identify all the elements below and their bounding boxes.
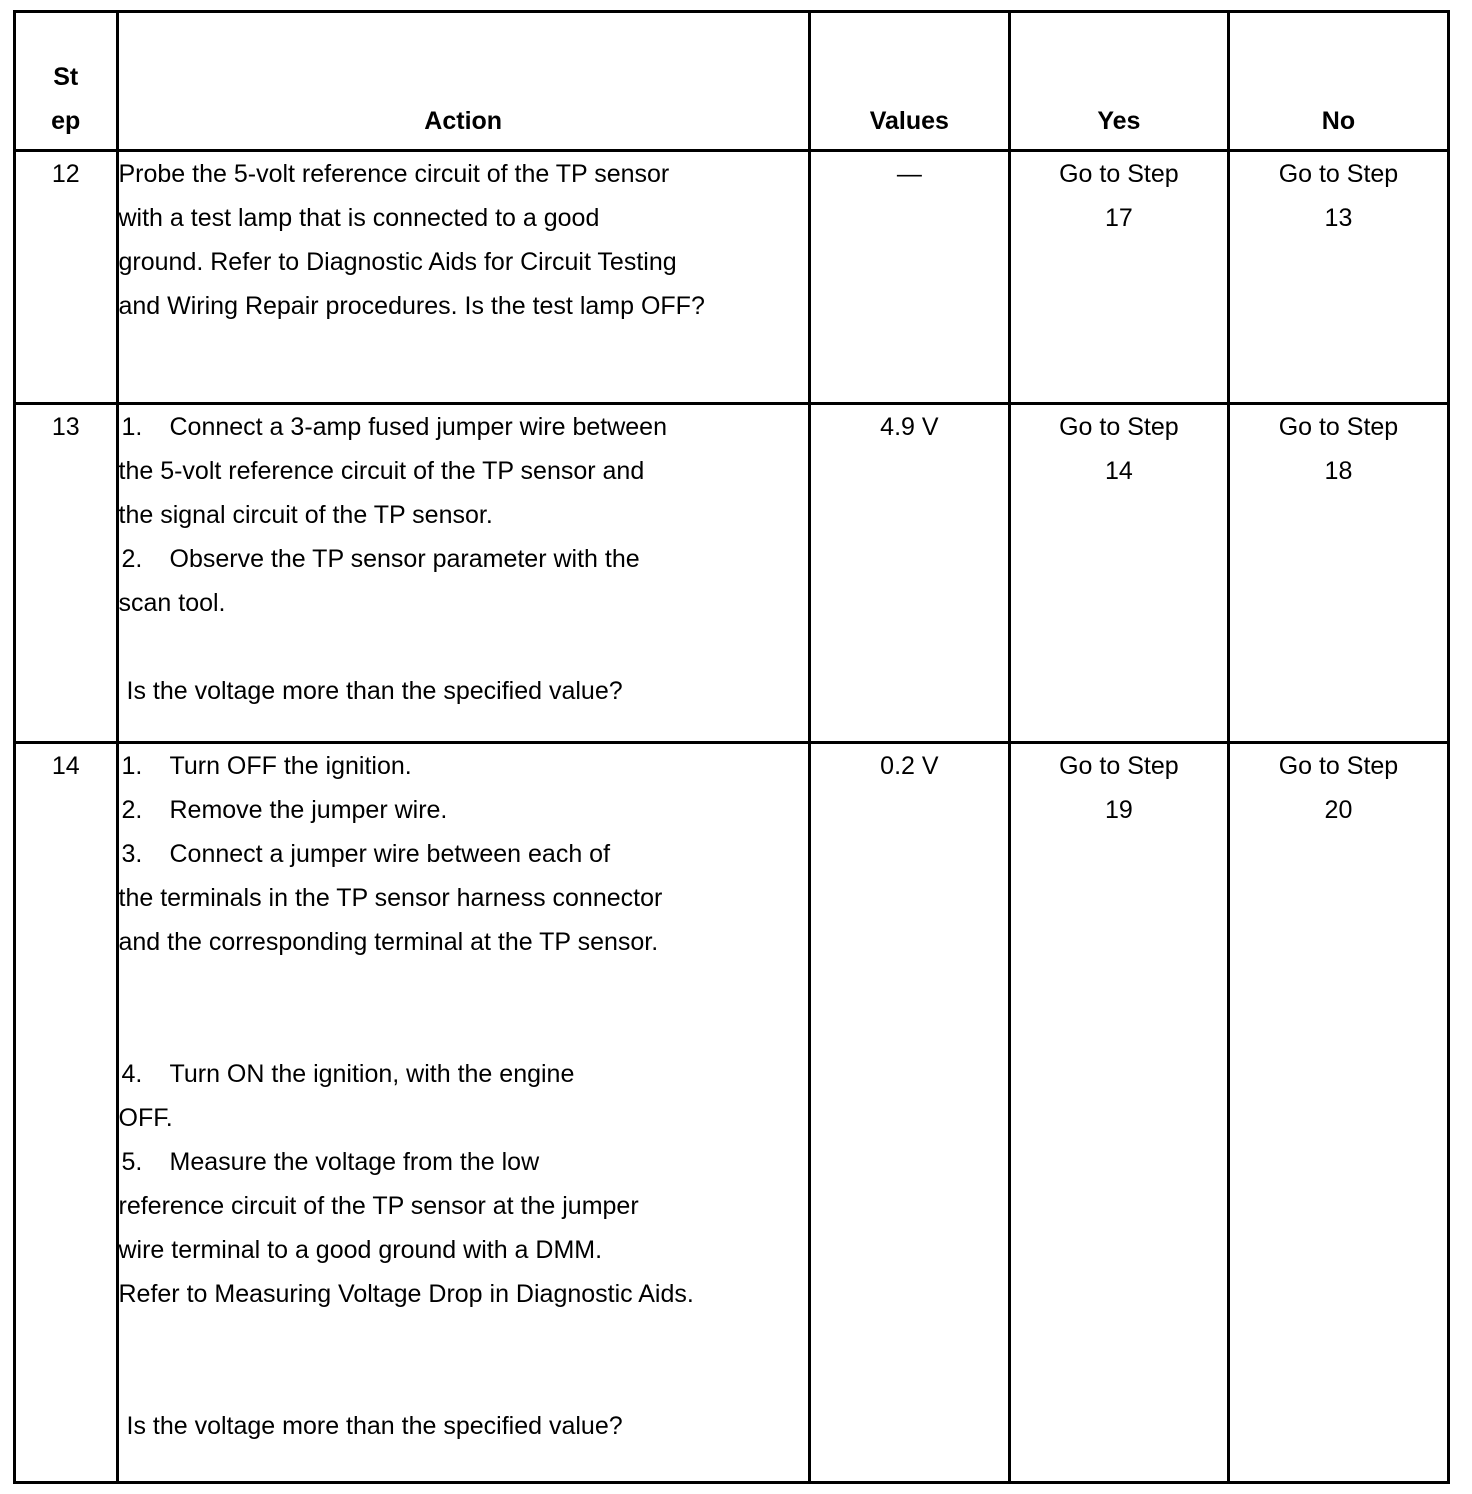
action-question: Is the voltage more than the specified value?: [126, 677, 623, 705]
yes-step: 14: [1104, 457, 1133, 485]
item-text: Turn OFF the ignition.: [169, 752, 412, 780]
item-text: Turn ON the ignition, with the engine: [169, 1060, 575, 1088]
item-number: 3.: [121, 840, 143, 868]
item-text: Remove the jumper wire.: [169, 796, 448, 824]
action-item: [119, 405, 808, 449]
action-item: [119, 832, 808, 876]
action-line: ground. Refer to Diagnostic Aids for Circuit Testing: [118, 248, 677, 276]
no-cell: [1228, 743, 1448, 1483]
no-label: Go to Step: [1278, 160, 1399, 188]
action-line: Refer to Measuring Voltage Drop in Diagnostic Aids.: [118, 1280, 694, 1308]
diagnostic-table: [13, 10, 1450, 1484]
action-text: [117, 743, 809, 1483]
action-line: wire terminal to a good ground with a DMM.: [118, 1236, 603, 1264]
action-line: the signal circuit of the TP sensor.: [118, 501, 493, 529]
no-step: 20: [1324, 796, 1353, 824]
item-text: Connect a jumper wire between each of: [169, 840, 611, 868]
header-step: [15, 12, 118, 151]
item-number: 2.: [121, 796, 143, 824]
action-line: the 5-volt reference circuit of the TP sensor and: [118, 457, 645, 485]
yes-label: Go to Step: [1059, 752, 1179, 780]
action-line: scan tool.: [118, 589, 226, 617]
action-item: [119, 744, 808, 788]
item-number: 1.: [121, 413, 143, 441]
yes-label: Go to Step: [1059, 413, 1179, 441]
step-number: 14: [15, 743, 118, 1483]
no-cell: [1228, 151, 1448, 404]
action-line: with a test lamp that is connected to a good: [118, 204, 600, 232]
item-number: 2.: [121, 545, 143, 573]
item-text: Observe the TP sensor parameter with the: [169, 545, 640, 573]
yes-label: Go to Step: [1059, 160, 1179, 188]
action-line: OFF.: [118, 1104, 173, 1132]
item-number: 1.: [121, 752, 143, 780]
table-row: [15, 743, 1449, 1483]
header-step-line1: St: [53, 63, 79, 91]
table-row: [15, 151, 1449, 404]
header-yes: Yes: [1009, 12, 1228, 151]
action-line: and Wiring Repair procedures. Is the test lamp OFF?: [118, 292, 705, 320]
spacer: [119, 625, 808, 669]
yes-cell: [1009, 743, 1228, 1483]
item-text: Connect a 3-amp fused jumper wire between: [169, 413, 667, 441]
action-line: Probe the 5-volt reference circuit of the TP sensor: [118, 160, 670, 188]
item-number: 5.: [121, 1148, 143, 1176]
header-no: No: [1228, 12, 1448, 151]
action-text: [117, 151, 809, 404]
no-cell: [1228, 404, 1448, 743]
no-label: Go to Step: [1278, 413, 1399, 441]
action-text: [117, 404, 809, 743]
yes-step: 17: [1104, 204, 1133, 232]
yes-step: 19: [1104, 796, 1133, 824]
action-question: Is the voltage more than the specified value?: [126, 1412, 623, 1440]
step-number: 13: [15, 404, 118, 743]
spacer: [119, 1316, 808, 1404]
step-number: 12: [15, 151, 118, 404]
value-cell: 4.9 V: [809, 404, 1009, 743]
action-line: the terminals in the TP sensor harness connector: [118, 884, 663, 912]
action-item: [119, 537, 808, 581]
yes-cell: [1009, 151, 1228, 404]
value-cell: —: [809, 151, 1009, 404]
action-item: [119, 788, 808, 832]
table-row: [15, 404, 1449, 743]
header-step-line2: ep: [51, 107, 81, 135]
item-text: Measure the voltage from the low: [169, 1148, 540, 1176]
value-cell: 0.2 V: [809, 743, 1009, 1483]
action-item: [119, 1140, 808, 1184]
header-values: Values: [809, 12, 1009, 151]
action-line: and the corresponding terminal at the TP sensor.: [118, 928, 659, 956]
no-step: 18: [1324, 457, 1353, 485]
header-action: Action: [117, 12, 809, 151]
yes-cell: [1009, 404, 1228, 743]
action-item: [119, 1052, 808, 1096]
header-row: [15, 12, 1449, 151]
item-number: 4.: [121, 1060, 143, 1088]
spacer: [119, 964, 808, 1052]
action-line: reference circuit of the TP sensor at the jumper: [118, 1192, 639, 1220]
no-step: 13: [1324, 204, 1353, 232]
no-label: Go to Step: [1278, 752, 1399, 780]
